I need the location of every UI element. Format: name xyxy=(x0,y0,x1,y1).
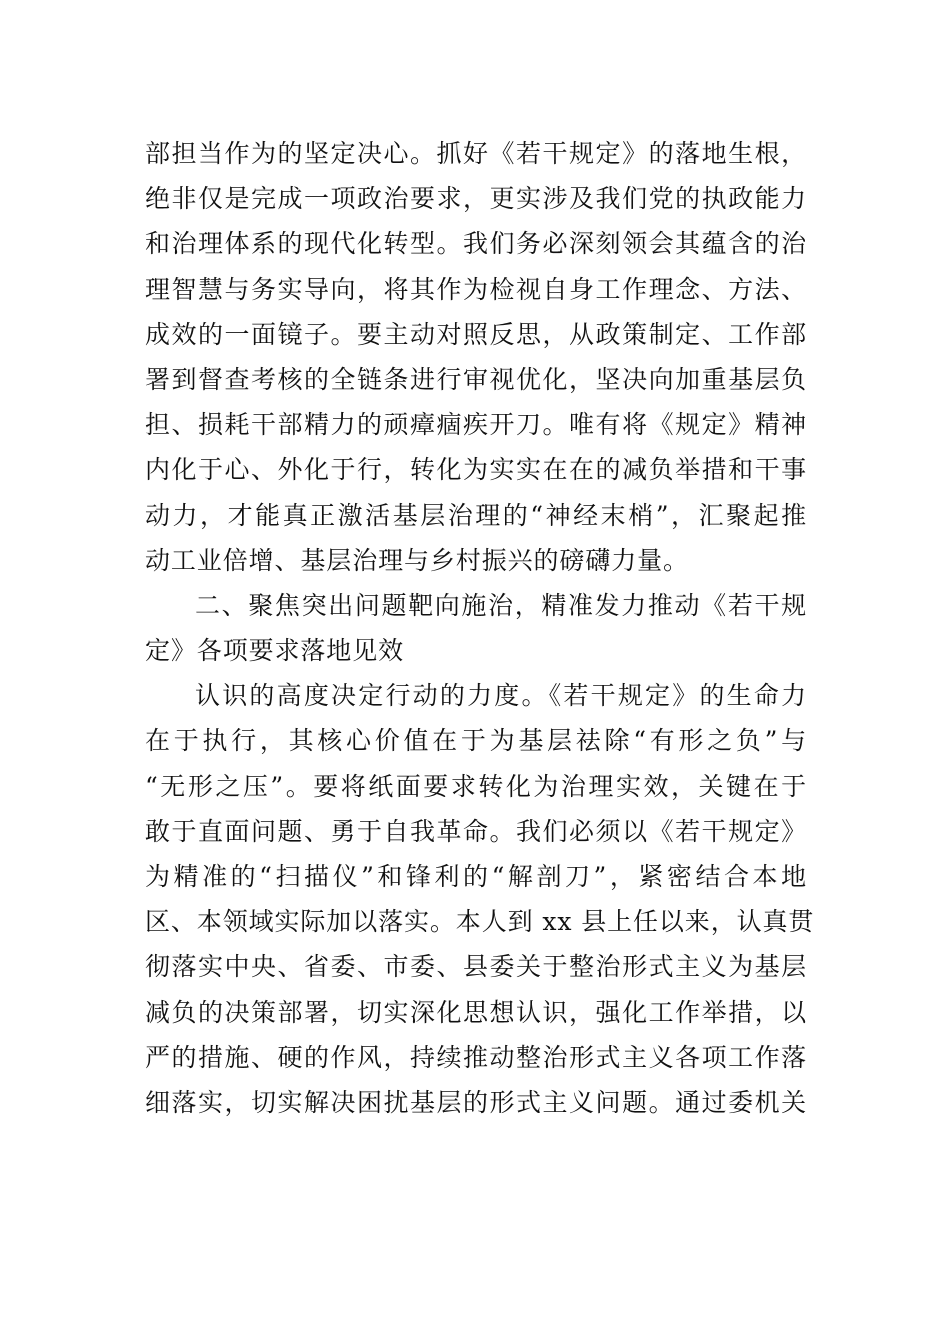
text-line: 署到督查考核的全链条进行审视优化，坚决向加重基层负 xyxy=(145,364,807,394)
text-line: 严的措施、硬的作风，持续推动整治形式主义各项工作落 xyxy=(145,1042,807,1072)
text-line: 敢于直面问题、勇于自我革命。我们必须以《若干规定》 xyxy=(145,816,807,846)
text-line: “无形之压”。要将纸面要求转化为治理实效，关键在于 xyxy=(145,771,807,801)
text-line: 和治理体系的现代化转型。我们务必深刻领会其蕴含的治 xyxy=(145,229,807,259)
text-line: 认识的高度决定行动的力度。《若干规定》的生命力 xyxy=(195,681,807,711)
text-line: 为精准的“扫描仪”和锋利的“解剖刀”，紧密结合本地 xyxy=(145,862,807,891)
text-line: 动力，才能真正激活基层治理的“神经末梢”，汇聚起推 xyxy=(145,500,807,530)
text-line: 理智慧与务实导向，将其作为检视自身工作理念、方法、 xyxy=(145,274,807,304)
text-line: 内化于心、外化于行，转化为实实在在的减负举措和干事 xyxy=(145,455,807,485)
section-heading-2 xyxy=(145,583,807,673)
text-line: 担、损耗干部精力的顽瘴痼疾开刀。唯有将《规定》精神 xyxy=(145,410,807,440)
heading-line: 定》各项要求落地见效 xyxy=(145,636,405,666)
text-line: 在于执行，其核心价值在于为基层祛除“有形之负”与 xyxy=(145,726,807,756)
text-line: 部担当作为的坚定决心。抓好《若干规定》的落地生根， xyxy=(145,139,807,168)
text-line: 绝非仅是完成一项政治要求，更实涉及我们党的执政能力 xyxy=(145,184,807,214)
text-line: 细落实，切实解决困扰基层的形式主义问题。通过委机关 xyxy=(145,1087,807,1117)
text-line: 动工业倍增、基层治理与乡村振兴的磅礴力量。 xyxy=(145,545,689,575)
paragraph-1 xyxy=(145,131,807,583)
text-line: 彻落实中央、省委、市委、县委关于整治形式主义为基层 xyxy=(145,952,807,982)
text-line: 区、本领域实际加以落实。本人到 xx 县上任以来，认真贯 xyxy=(145,907,815,937)
heading-line: 二、聚焦突出问题靶向施治，精准发力推动《若干规 xyxy=(195,590,807,620)
text-line: 减负的决策部署，切实深化思想认识，强化工作举措，以 xyxy=(145,997,807,1027)
document-body xyxy=(145,131,815,1125)
paragraph-2 xyxy=(145,673,815,1125)
text-line: 成效的一面镜子。要主动对照反思，从政策制定、工作部 xyxy=(145,319,807,349)
